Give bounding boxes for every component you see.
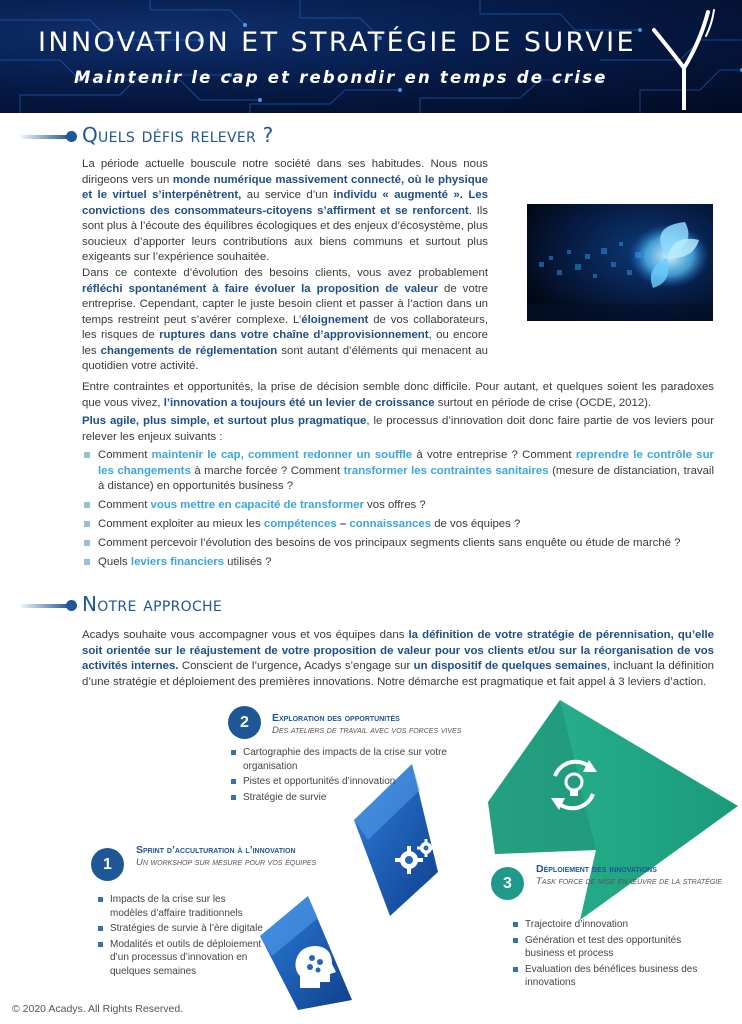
- text-run: transformer les contraintes sanitaires: [343, 464, 549, 477]
- text-run: Acadys souhaite vous accompagner vous et vos équipes dans: [82, 629, 409, 641]
- text-run: ,: [298, 660, 302, 672]
- section-2-title: Notre approche: [82, 592, 223, 616]
- section-2-rule: [20, 604, 70, 608]
- text-run: La période actuelle bouscule notre société dans ses habitudes. Nous nous dirigeons vers un: [82, 158, 488, 186]
- step-3-title: Déploiement des innovations: [536, 863, 657, 875]
- text-run: éloignement: [301, 313, 369, 326]
- text-run: la définition de votre stratégie de pérennisation, qu’elle soit orientée sur le réajustement de votre proposition de valeur pour vos clients et/ou sur la réorganisation de vos activités internes.: [82, 629, 714, 672]
- text-run: Dans ce contexte d’évolution des besoins clients, vous avez probablement: [82, 267, 488, 279]
- challenges-list: [82, 448, 714, 574]
- list-item: Stratégies de survie à l’ère digitale: [96, 922, 266, 936]
- text-run: vos offres ?: [363, 499, 426, 511]
- step-2-subtitle: Des ateliers de travail avec vos forces vives: [272, 725, 462, 736]
- section-2-paragraph: [82, 628, 714, 690]
- step-1-subtitle: Un workshop sur mesure pour vos équipes: [136, 857, 317, 868]
- header-banner: [0, 0, 742, 113]
- text-run: de vos équipes ?: [431, 518, 521, 530]
- section-1-rule: [20, 135, 70, 139]
- step-2-number: 2: [228, 706, 261, 739]
- text-run: l’innovation a toujours été un levier de croissance: [163, 396, 435, 409]
- text-run: –: [336, 518, 350, 530]
- text-run: , incluant la définition d’une stratégie et déploiement des premières innovations. Notre démarche est pragmatique et fait appel à 3 leviers d’action.: [82, 660, 714, 688]
- list-item: Modalités et outils de déploiement d’un processus d’innovation en quelques semaines: [96, 938, 266, 979]
- page-title: INNOVATION ET STRATÉGIE DE SURVIE: [38, 27, 636, 58]
- list-item: [82, 448, 714, 495]
- section-1-bullet-icon: [66, 131, 77, 142]
- text-run: Conscient de l’urgence: [178, 660, 299, 672]
- gears-icon: [393, 836, 439, 878]
- list-item: Cartographie des impacts de la crise sur votre organisation: [229, 746, 461, 773]
- section-1-paragraph-1: [82, 157, 488, 266]
- copyright-text: © 2020 Acadys. All Rights Reserved.: [12, 1003, 184, 1015]
- step-2-list: [229, 746, 461, 806]
- section-1-paragraph-2: [82, 266, 488, 375]
- text-run: , le processus d’innovation doit donc faire partie de vos leviers pour relever les enjeux suivants :: [82, 415, 714, 443]
- text-run: connaissances: [349, 518, 432, 530]
- text-run: compétences: [263, 518, 337, 530]
- text-run: un dispositif de quelques semaines: [413, 660, 607, 672]
- text-run: de votre entreprise. Cependant, capter le juste besoin client et passer à l’action dans un temps restreint peut s’avérer complexe. L’: [82, 282, 488, 326]
- text-run: . Ils sont plus à l’écoute des équilibres écologiques et des enjeux d’écosystème, plus soucieux d’apporter leurs contributions aux biens communs et surtout plus exigeants sur l’expérience souhaitée.: [82, 204, 488, 263]
- section-1-paragraph-4: [82, 414, 714, 445]
- text-run: réfléchi spontanément à faire évoluer la proposition de valeur: [82, 282, 439, 295]
- text-run: Comment: [98, 499, 151, 511]
- text-run: de vos collaborateurs, les risques de: [82, 313, 488, 341]
- step-3-subtitle: Task force de mise en œuvre de la stratégie: [536, 876, 722, 887]
- text-run: utilisés ?: [224, 556, 272, 568]
- list-item: Génération et test des opportunités business et process: [511, 934, 711, 961]
- digital-butterfly-image: [527, 204, 713, 321]
- head-brain-icon: [292, 944, 336, 990]
- step-1-title: Sprint d’acculturation à l’innovation: [136, 844, 296, 856]
- text-run: maintenir le cap, comment redonner un souffle: [151, 449, 413, 461]
- acadys-y-logo-icon: [650, 6, 730, 110]
- list-item: Evaluation des bénéfices business des innovations: [511, 963, 711, 990]
- step-3-number: 3: [491, 867, 524, 900]
- text-run: Plus agile, plus simple, et surtout plus pragmatique: [82, 415, 367, 427]
- list-item: Impacts de la crise sur les modèles d’affaire traditionnels: [96, 893, 266, 920]
- step-2-title: Exploration des opportunités: [272, 712, 400, 724]
- list-item: [82, 536, 714, 552]
- step-3-list: [511, 918, 711, 992]
- text-run: , ou encore les: [82, 329, 488, 357]
- step-1-list: [96, 893, 266, 980]
- text-run: vous mettre en capacité de transformer: [150, 499, 364, 511]
- text-run: individu « augmenté ». Les convictions des consommateurs-citoyens s’affirment et se renforcent: [82, 189, 488, 217]
- text-run: Comment percevoir l’évolution des besoins de vos principaux segments clients sans enquête ou étude de marché ?: [98, 537, 681, 549]
- list-item: [82, 498, 714, 514]
- text-run: à marche forcée ? Comment: [190, 464, 344, 477]
- text-run: leviers financiers: [130, 556, 224, 568]
- page-subtitle: Maintenir le cap et rebondir en temps de crise: [74, 68, 608, 87]
- list-item: Stratégie de survie: [229, 791, 461, 805]
- text-run: au service d’un: [241, 189, 334, 201]
- text-run: monde numérique massivement connecté, où le physique et le virtuel s’interpénètrent,: [82, 173, 488, 201]
- text-run: surtout en période de crise (OCDE, 2012).: [434, 396, 652, 409]
- list-item: Trajectoire d’innovation: [511, 918, 711, 932]
- text-run: changements de réglementation: [100, 344, 278, 357]
- list-item: [82, 517, 714, 533]
- text-run: ruptures dans votre chaîne d’approvisionnement: [159, 329, 429, 341]
- text-run: à votre entreprise ? Comment: [412, 449, 576, 461]
- lightbulb-cycle-icon: [545, 756, 603, 814]
- section-2-bullet-icon: [66, 600, 77, 611]
- text-run: Comment: [98, 449, 152, 461]
- section-1-title: Quels défis relever ?: [82, 123, 274, 147]
- text-run: Acadys s’engage sur: [301, 660, 414, 672]
- text-run: sont autant d’éléments qui menacent au quotidien votre activité.: [82, 344, 488, 372]
- text-run: Quels: [98, 556, 131, 568]
- list-item: Pistes et opportunités d’innovation: [229, 775, 461, 789]
- text-run: Entre contraintes et opportunités, la prise de décision semble donc difficile. Pour autant, et quelques soient les paradoxes que vous vivez,: [82, 381, 714, 409]
- text-run: (mesure de distanciation, travail à distance) en opportunités business ?: [98, 464, 714, 492]
- text-run: Comment exploiter au mieux les: [98, 518, 264, 530]
- step-1-number: 1: [91, 848, 124, 881]
- list-item: [82, 555, 714, 571]
- text-run: reprendre le contrôle sur les changements: [98, 449, 714, 477]
- section-1-paragraph-3: [82, 380, 714, 411]
